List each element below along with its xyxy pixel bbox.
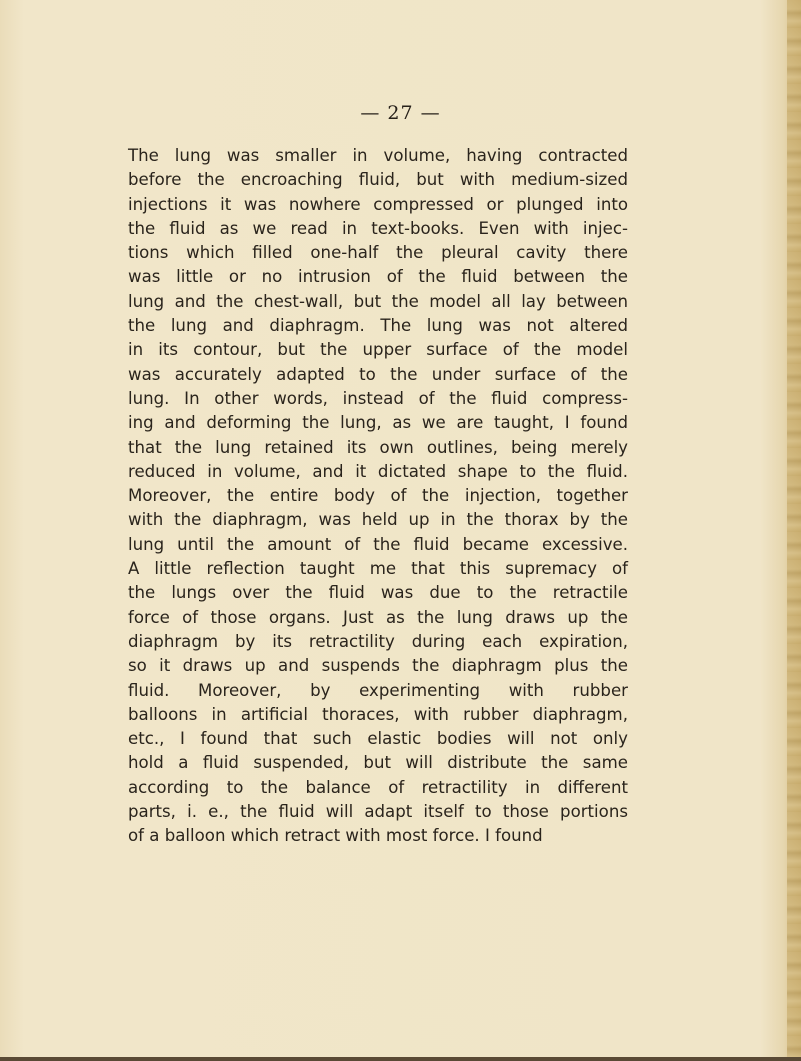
page-edge-shadow [787,0,801,1061]
text-line: that the lung retained its own outlines, being merely [128,437,628,457]
text-line: tions which filled one-half the pleural cavity there [128,243,628,263]
text-line: The lung was smaller in volume, having contracted [128,146,628,165]
text-line: force of those organs. Just as the lung draws up the [128,607,628,627]
text-line: hold a fluid suspended, but will distribute the same [128,753,628,773]
text-line: before the encroaching fluid, but with medium-sized [128,170,628,190]
text-line: lung until the amount of the fluid became excessive. [128,534,628,554]
text-line: was little or no intrusion of the fluid between the [128,267,628,287]
text-line: was accurately adapted to the under surface of the [128,364,628,384]
text-line: according to the balance of retractility in different [128,777,628,797]
text-line: reduced in volume, and it dictated shape to the fluid. [128,461,628,481]
text-line: the fluid as we read in text-books. Even with injec- [128,218,628,238]
page-bottom-edge [0,1057,801,1061]
text-line: Moreover, the entire body of the injection, together [128,486,628,506]
text-line: so it draws up and suspends the diaphragm plus the [128,656,628,676]
page-number: — 27 — [360,102,441,124]
text-line: lung. In other words, instead of the fluid compress- [128,388,628,408]
text-line: injections it was nowhere compressed or plunged into [128,194,628,214]
text-line: the lungs over the fluid was due to the retractile [128,583,628,603]
body-paragraph [128,144,628,849]
text-line: fluid. Moreover, by experimenting with rubber [128,680,628,700]
text-line: with the diaphragm, was held up in the thorax by the [128,510,628,530]
text-line: etc., I found that such elastic bodies will not only [128,729,628,749]
text-line: of a balloon which retract with most force. I found [128,826,543,846]
text-line: balloons in artificial thoraces, with rubber diaphragm, [128,704,628,724]
text-line: in its contour, but the upper surface of the model [128,340,628,360]
text-line: diaphragm by its retractility during each expiration, [128,631,628,651]
text-line: parts, i. e., the fluid will adapt itself to those portions [128,802,628,822]
text-line: lung and the chest-wall, but the model all lay between [128,291,628,311]
text-line: A little reflection taught me that this supremacy of [128,559,628,579]
text-line: ing and deforming the lung, as we are taught, I found [128,413,628,433]
text-line: the lung and diaphragm. The lung was not altered [128,316,628,336]
